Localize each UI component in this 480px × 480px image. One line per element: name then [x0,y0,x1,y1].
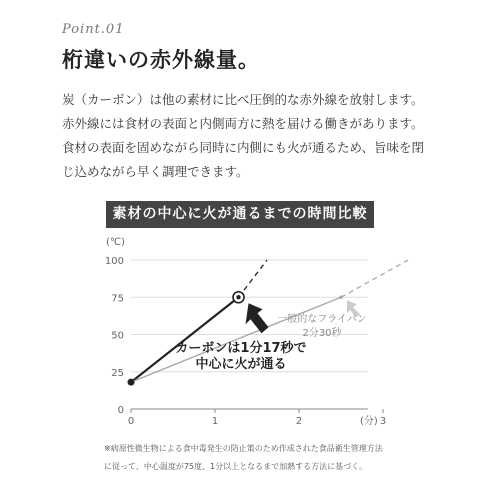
footnote-line: ※病原性微生物による食中毒発生の防止策のため作成された食品衛生管理方法 [104,444,383,453]
x-axis-label: (分) [360,416,378,427]
footnote-line: に従って、中心温度が75度、1分以上となるまで加熱する方法に基づく。 [104,462,367,471]
y-tick-label: 100 [104,256,124,267]
carbon-annotation: カーボンは1分17秒で [175,341,307,356]
carbon-annotation: 中心に火が通る [195,357,287,372]
y-tick-label: 0 [117,405,124,416]
footnote [104,440,383,476]
body-line: 炭（カーボン）は他の素材に比べ圧倒的な赤外線を放射します。 [62,92,424,107]
start-point [128,379,135,386]
pan-annotation: 一般的なフライパン [277,314,367,325]
chart-title: 素材の中心に火が通るまでの時間比較 [106,201,374,228]
body-line: 赤外線には食材の表面と内側両方に熱を届ける働きがあります。 [62,116,424,131]
carbon-arrow-icon [246,303,269,333]
carbon-point [236,295,240,299]
body-line: 食材の表面を固めながら同時に内側にも火が通るため、旨味を閉 [62,140,425,155]
y-tick-label: 50 [111,330,124,342]
pan-annotation: 2分30秒 [302,328,342,339]
x-tick-label: 1 [211,416,219,427]
pan-point [339,295,343,299]
y-tick-label: 25 [111,367,124,379]
body-line: じ込めながら早く調理できます。 [62,164,249,179]
x-tick-label: 2 [295,416,303,427]
carbon-extension-line [239,260,268,297]
page-heading: 桁違いの赤外線量。 [62,48,260,72]
pan-extension-line [341,260,408,297]
point-label: Point.01 [62,22,125,37]
x-tick-label: 3 [379,416,387,427]
x-tick-label: 0 [127,416,135,427]
y-axis-label: (℃) [106,237,126,248]
y-tick-label: 75 [111,293,124,305]
